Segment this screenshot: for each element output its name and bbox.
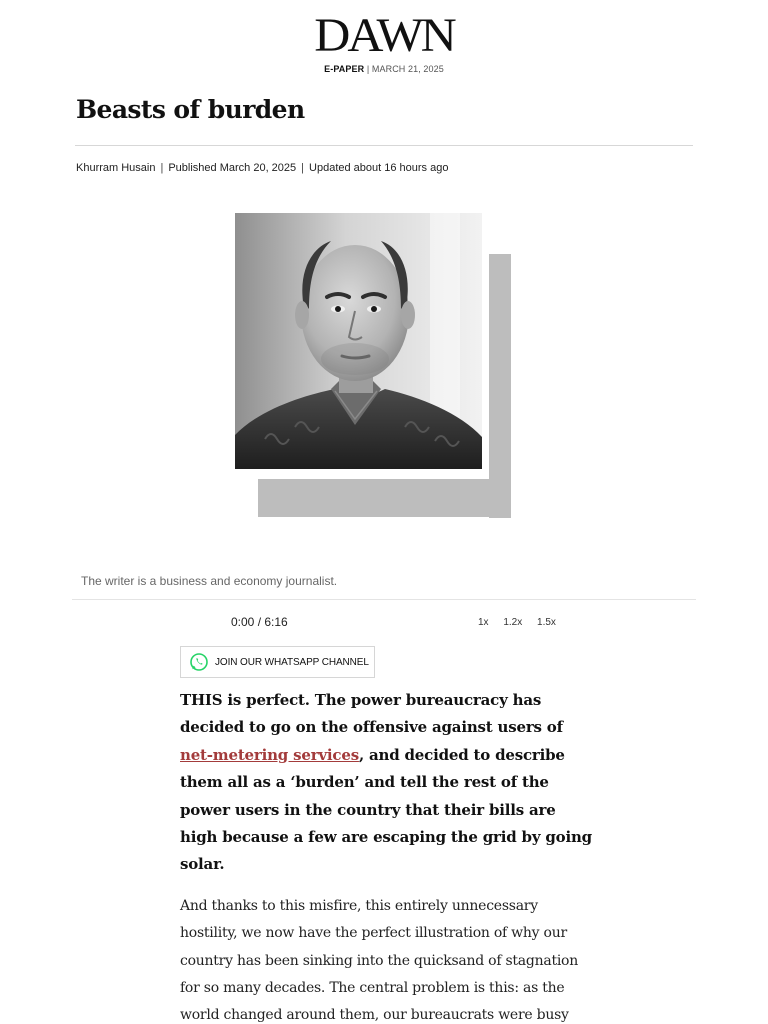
- article-meta: [76, 162, 448, 174]
- author-portrait-illustration: [235, 213, 482, 469]
- edition-line: [0, 64, 768, 74]
- speed-1-5x-button[interactable]: 1.5x: [537, 617, 556, 628]
- net-metering-link[interactable]: net-metering services: [180, 745, 359, 764]
- edition-divider: |: [366, 64, 370, 74]
- author-name[interactable]: Khurram Husain: [76, 162, 156, 174]
- photo-caption: The writer is a business and economy journalist.: [81, 574, 338, 588]
- published-date: Published March 20, 2025: [168, 162, 297, 174]
- updated-time: Updated about 16 hours ago: [309, 162, 449, 174]
- join-whatsapp-channel-button[interactable]: [180, 646, 375, 678]
- article-headline: Beasts of burden: [76, 95, 305, 124]
- lead-text-before-link: THIS is perfect. The power bureaucracy has decided to go on the offensive against users of: [180, 691, 563, 737]
- dawn-logo[interactable]: DAWN: [314, 8, 454, 62]
- lead-text-after-link: , and decided to describe them all as a ‘burden’ and tell the rest of the power users in the country that their bills are high because a few are escaping the grid by going solar.: [180, 745, 592, 874]
- speed-1-2x-button[interactable]: 1.2x: [503, 617, 523, 628]
- edition-date: MARCH 21, 2025: [371, 64, 444, 74]
- masthead: [0, 8, 768, 74]
- article-body: [180, 687, 592, 1024]
- meta-separator: |: [301, 162, 305, 174]
- lead-paragraph: [180, 687, 592, 879]
- epaper-label: E-PAPER: [324, 64, 365, 74]
- playback-speed-options: [478, 617, 568, 628]
- headline-divider: [75, 145, 693, 146]
- whatsapp-icon: [189, 652, 209, 672]
- photo-shadow-bottom: [258, 479, 511, 517]
- speed-1x-button[interactable]: 1x: [478, 617, 489, 628]
- whatsapp-button-label: JOIN OUR WHATSAPP CHANNEL: [215, 656, 369, 668]
- author-photo-figure: [235, 213, 512, 518]
- audio-time-display: 0:00 / 6:16: [231, 615, 288, 629]
- author-photo: [235, 213, 482, 469]
- caption-divider: [72, 599, 696, 600]
- body-paragraph: And thanks to this misfire, this entirely unnecessary hostility, we now have the perfect illustration of why our country has been sinking into the quicksand of stagnation for so many decades. The central problem is this: as the world changed around them, our bureaucrats were busy: [180, 897, 579, 1024]
- meta-separator: |: [160, 162, 164, 174]
- audio-player[interactable]: [180, 613, 590, 635]
